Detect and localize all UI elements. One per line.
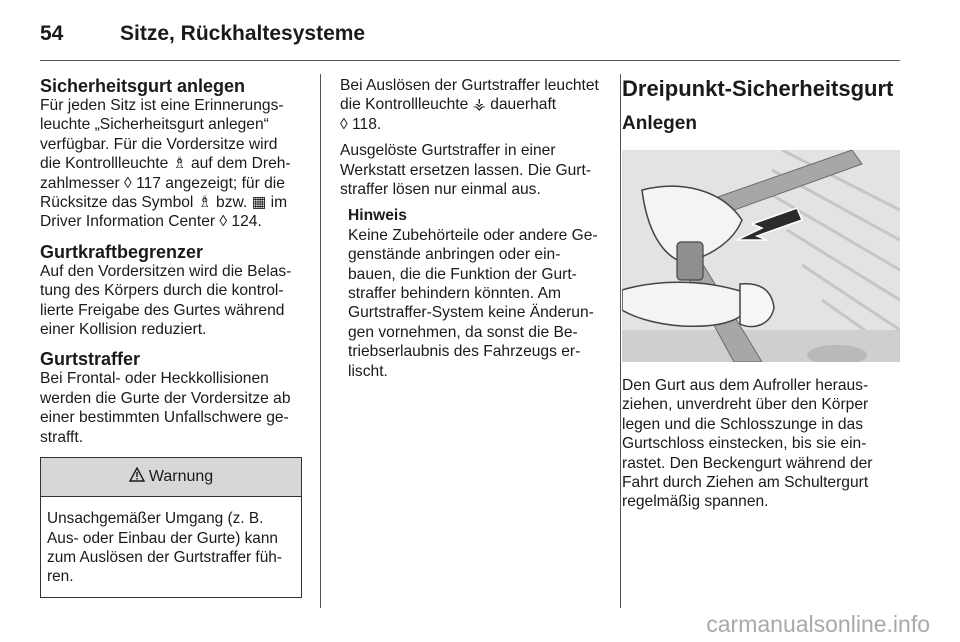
text-line: Den Gurt aus dem Aufroller heraus-	[622, 377, 869, 394]
text-line: lischt.	[348, 362, 388, 380]
section-heading-pretensioner: Gurtstraffer	[40, 349, 141, 370]
header-rule	[40, 60, 900, 61]
paragraph-pretensioner-replace	[340, 141, 604, 199]
text-line: rastet. Den Beckengurt während der	[622, 454, 873, 472]
text-line: lierte Freigabe des Gurtes während	[40, 301, 285, 319]
text-line: ziehen, unverdreht über den Körper	[622, 396, 869, 414]
text-line: werden die Gurte der Vordersitze ab	[40, 389, 291, 407]
hint-title: Hinweis	[348, 207, 407, 225]
instructions-text	[622, 376, 900, 512]
text-line: Keine Zubehörteile oder andere Ge-	[348, 226, 598, 244]
text-line: einer bestimmten Unfallschwere ge-	[40, 409, 289, 427]
column-left	[40, 76, 302, 598]
column-divider-1	[320, 74, 321, 608]
text-line: regelmäßig spannen.	[622, 493, 769, 511]
subheading-fasten: Anlegen	[622, 113, 697, 134]
text-line: einer Kollision reduziert.	[40, 321, 207, 339]
section-text-seatbelt	[40, 96, 302, 232]
paragraph-pretensioner-light	[340, 76, 604, 134]
text-line: genstände anbringen oder ein-	[348, 246, 561, 264]
text-line: zahlmesser ◊ 117 angezeigt; für die	[40, 174, 285, 192]
text-line: tung des Körpers durch die kontrol-	[40, 282, 284, 300]
seatbelt-illustration	[622, 150, 900, 362]
text-line: die Kontrollleuchte ⚶ dauerhaft	[340, 96, 557, 114]
text-line: die Kontrollleuchte ♗ auf dem Dreh-	[40, 155, 291, 173]
watermark: carmanualsonline.info	[706, 611, 930, 637]
text-line: Gurtschloss einstecken, bis sie ein-	[622, 435, 867, 453]
warning-body	[41, 497, 301, 597]
section-heading-three-point-belt: Dreipunkt-Sicherheitsgurt	[622, 76, 894, 101]
warning-header	[41, 458, 301, 497]
text-line: Unsachgemäßer Umgang (z. B.	[47, 510, 264, 528]
section-heading-force-limiter: Gurtkraftbegrenzer	[40, 241, 204, 262]
text-line: zum Auslösen der Gurtstraffer füh-	[47, 548, 282, 566]
section-heading-seatbelt: Sicherheitsgurt anlegen	[40, 76, 246, 96]
text-line: verfügbar. Für die Vordersitze wird	[40, 135, 278, 153]
text-line: strafft.	[40, 428, 84, 446]
column-middle	[340, 76, 604, 381]
text-line: Bei Auslösen der Gurtstraffer leuchtet	[340, 77, 599, 94]
text-line: Driver Information Center ◊ 124.	[40, 213, 262, 231]
column-right	[622, 76, 900, 512]
text-line: gen vornehmen, da sonst die Be-	[348, 323, 578, 341]
text-line: bauen, die die Funktion der Gurt-	[348, 265, 577, 283]
text-line: triebserlaubnis des Fahrzeugs er-	[348, 343, 581, 361]
text-line: legen und die Schlosszunge in das	[622, 415, 864, 433]
text-line: ren.	[47, 568, 74, 586]
text-line: Werkstatt ersetzen lassen. Die Gurt-	[340, 161, 592, 179]
text-line: Gurtstraffer-System keine Änderun-	[348, 304, 594, 322]
column-divider-2	[620, 74, 621, 608]
hint-box	[340, 206, 604, 381]
page-title: Sitze, Rückhaltesysteme	[120, 22, 366, 45]
text-line: Rücksitze das Symbol ♗ bzw. ▦ im	[40, 194, 288, 212]
text-line: straffer behindern könnten. Am	[348, 285, 561, 303]
text-line: Fahrt durch Ziehen am Schultergurt	[622, 474, 869, 492]
page-header	[40, 14, 365, 54]
text-line: ◊ 118.	[340, 115, 382, 133]
section-text-pretensioner	[40, 369, 302, 447]
warning-title: Warnung	[148, 468, 214, 486]
text-line: Ausgelöste Gurtstraffer in einer	[340, 142, 556, 160]
warning-icon	[129, 467, 145, 487]
text-line: leuchte „Sicherheitsgurt anlegen“	[40, 116, 269, 134]
text-line: Aus- oder Einbau der Gurte) kann	[47, 529, 278, 547]
text-line: Für jeden Sitz ist eine Erinnerungs-	[40, 97, 284, 114]
page-number: 54	[40, 22, 64, 45]
text-line: Bei Frontal- oder Heckkollisionen	[40, 370, 269, 388]
warning-box	[40, 457, 302, 598]
text-line: Auf den Vordersitzen wird die Belas-	[40, 262, 292, 280]
text-line: straffer lösen nur einmal aus.	[340, 181, 541, 199]
section-text-force-limiter	[40, 262, 302, 340]
